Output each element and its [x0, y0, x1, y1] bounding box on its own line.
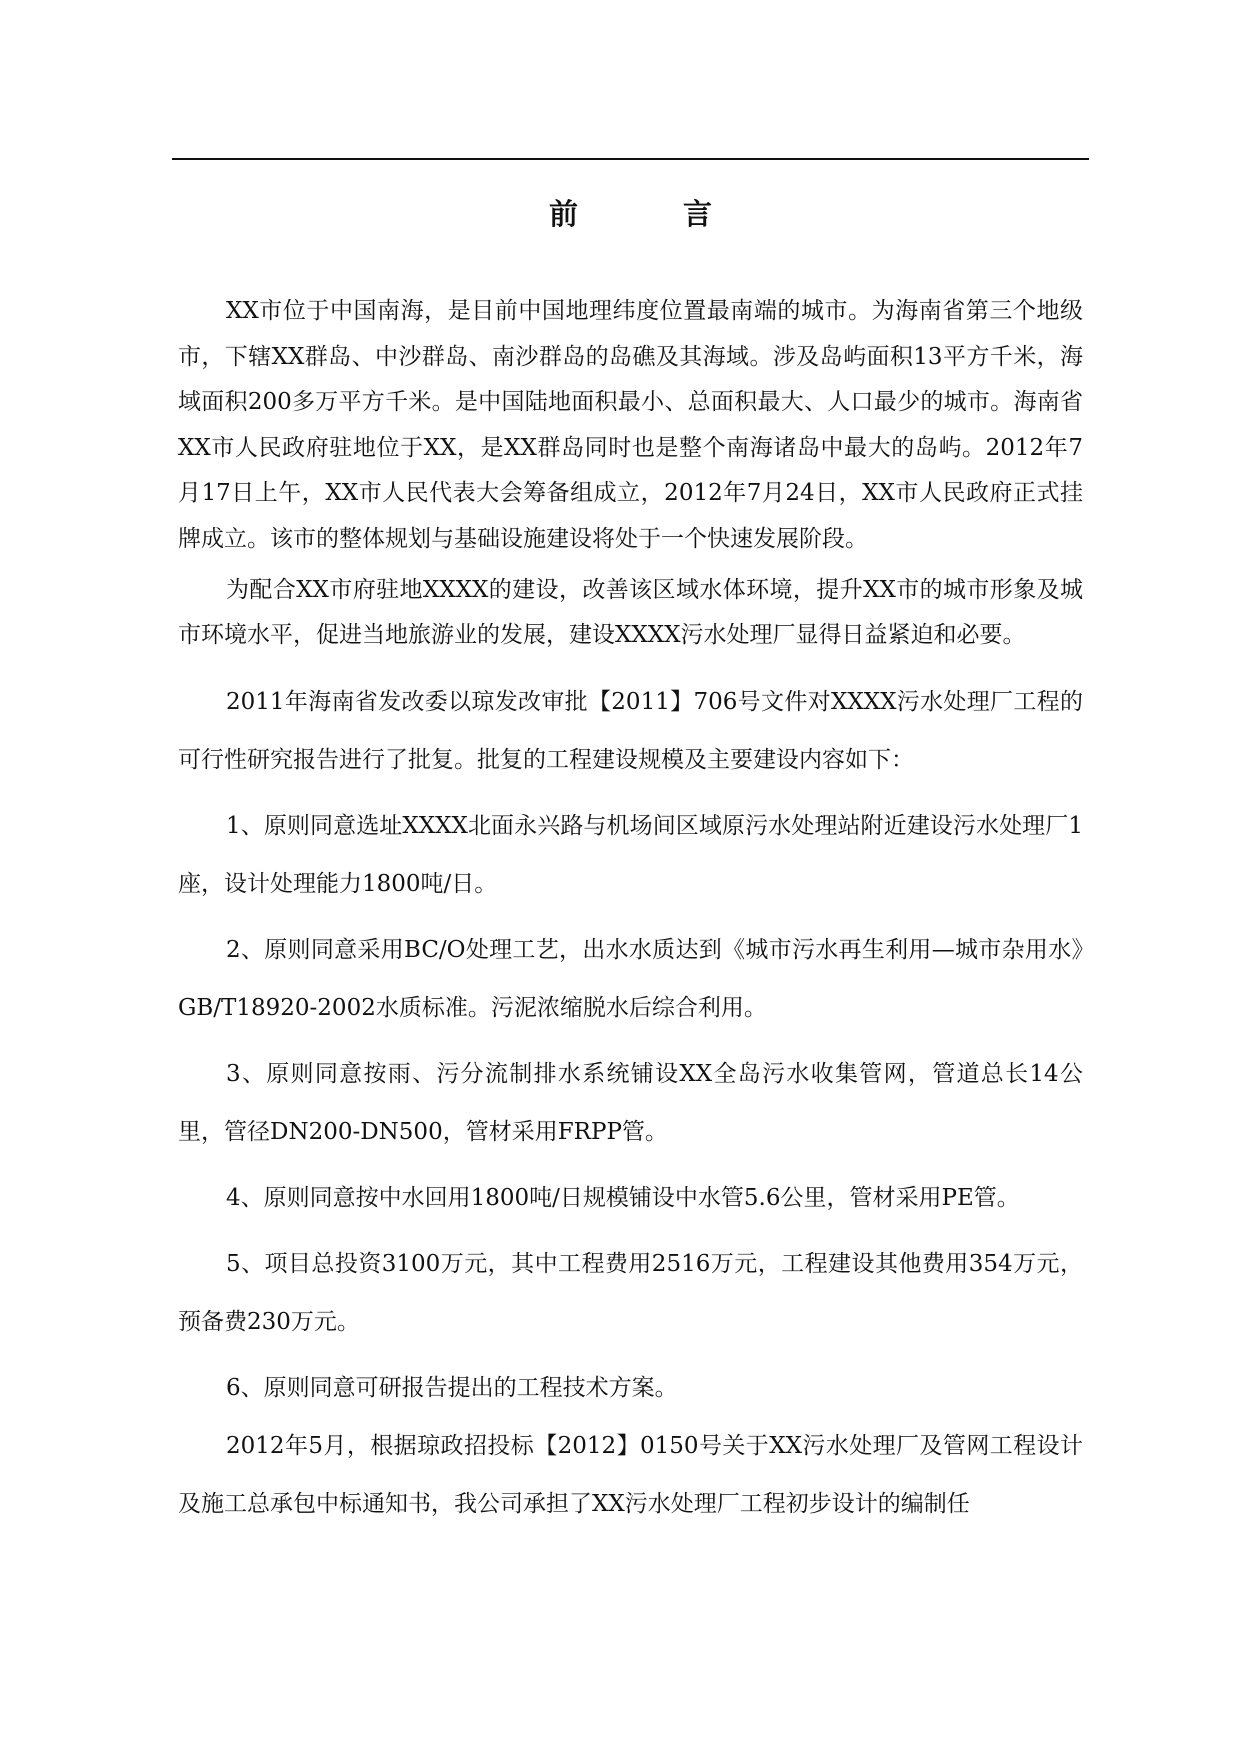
paragraph-item-2: 2、原则同意采用BC/O处理工艺，出水水质达到《城市污水再生利用—城市杂用水》GB/T18920-2002水质标准。污泥浓缩脱水后综合利用。: [178, 936, 1083, 1021]
paragraph-bid: 2012年5月，根据琼政招投标【2012】0150号关于XX污水处理厂及管网工程设计及施工总承包中标通知书，我公司承担了XX污水处理厂工程初步设计的编制任: [178, 1432, 1083, 1517]
page-title: 前 言: [548, 197, 750, 231]
header-rule: [172, 158, 1089, 160]
paragraph-item-3: 3、原则同意按雨、污分流制排水系统铺设XX全岛污水收集管网，管道总长14公里，管径DN200-DN500，管材采用FRPP管。: [178, 1060, 1083, 1145]
paragraph-item-4: 4、原则同意按中水回用1800吨/日规模铺设中水管5.6公里，管材采用PE管。: [226, 1184, 1020, 1211]
paragraph-item-1: 1、原则同意选址XXXX北面永兴路与机场间区域原污水处理站附近建设污水处理厂1座，设计处理能力1800吨/日。: [178, 812, 1083, 897]
document-body: [178, 289, 1083, 1533]
paragraph-purpose: 为配合XX市府驻地XXXX的建设，改善该区域水体环境，提升XX市的城市形象及城市环境水平，促进当地旅游业的发展，建设XXXX污水处理厂显得日益紧迫和必要。: [178, 576, 1083, 649]
paragraph-intro: XX市位于中国南海，是目前中国地理纬度位置最南端的城市。为海南省第三个地级市，下辖XX群岛、中沙群岛、南沙群岛的岛礁及其海域。涉及岛屿面积13平方千米，海域面积200多万平方千米。是中国陆地面积最小、总面积最大、人口最少的城市。海南省XX市人民政府驻地位于XX，是XX群岛同时也是整个南海诸岛中最大的岛屿。2012年7月17日上午，XX市人民代表大会筹备组成立，2012年7月24日，XX市人民政府正式挂牌成立。该市的整体规划与基础设施建设将处于一个快速发展阶段。: [178, 298, 1083, 552]
paragraph-item-5: 5、项目总投资3100万元，其中工程费用2516万元，工程建设其他费用354万元，预备费230万元。: [178, 1250, 1083, 1335]
paragraph-approval: 2011年海南省发改委以琼发改审批【2011】706号文件对XXXX污水处理厂工程的可行性研究报告进行了批复。批复的工程建设规模及主要建设内容如下：: [178, 688, 1083, 773]
paragraph-item-6: 6、原则同意可研报告提出的工程技术方案。: [226, 1374, 678, 1401]
